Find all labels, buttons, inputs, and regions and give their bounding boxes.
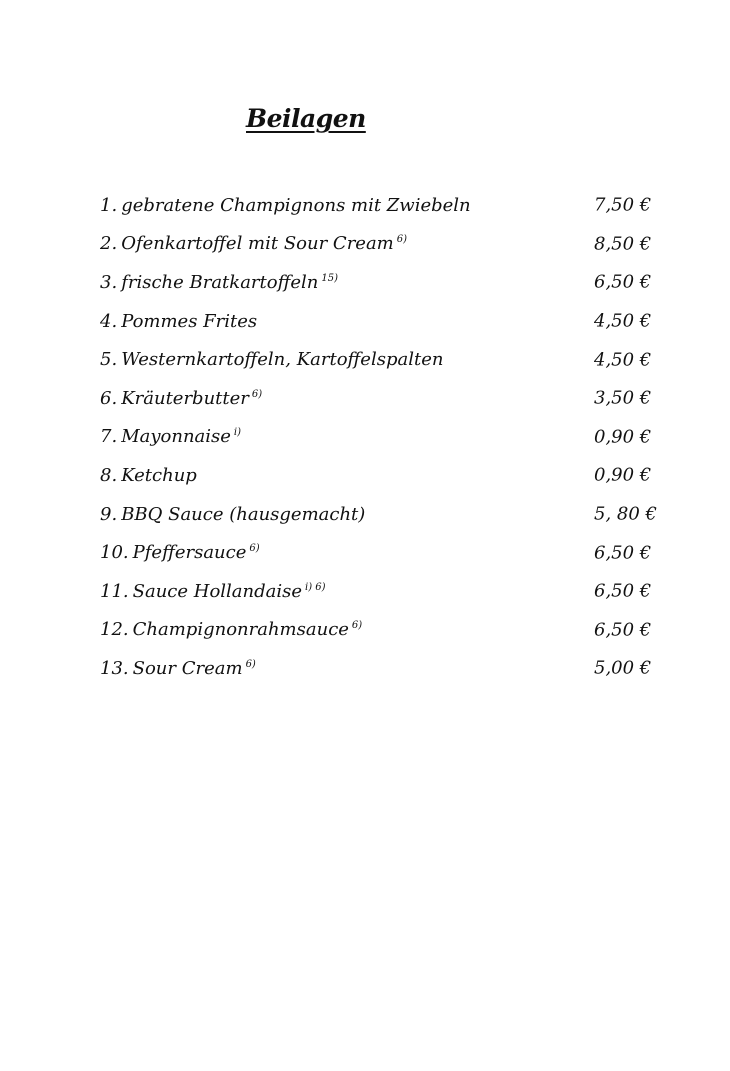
item-number: 3. xyxy=(100,271,118,293)
item-label xyxy=(100,658,256,679)
allergen-note: 6) xyxy=(249,543,260,555)
list-item xyxy=(100,263,660,302)
list-item xyxy=(100,379,660,418)
item-name: BBQ Sauce (hausgemacht) xyxy=(121,503,366,525)
item-name: Pfeffersauce xyxy=(132,542,247,564)
list-item xyxy=(100,456,660,495)
item-label xyxy=(100,426,241,447)
item-price: 6,50 € xyxy=(594,271,652,293)
item-price: 0,90 € xyxy=(594,464,652,486)
item-price: 6,50 € xyxy=(594,542,652,564)
item-name: Sauce Hollandaise xyxy=(132,580,303,602)
item-name: Mayonnaise xyxy=(121,426,231,448)
item-name: gebratene Champignons mit Zwiebeln xyxy=(121,194,471,216)
item-name: Westernkartoffeln, Kartoffelspalten xyxy=(121,349,444,371)
item-number: 4. xyxy=(100,310,118,332)
list-item xyxy=(100,340,660,379)
item-label xyxy=(100,272,338,293)
item-label xyxy=(100,233,407,254)
allergen-note: i) xyxy=(233,427,242,439)
item-label xyxy=(100,388,262,409)
item-number: 1. xyxy=(100,194,118,216)
item-number: 10. xyxy=(100,542,129,564)
item-price: 3,50 € xyxy=(594,387,652,409)
item-price: 6,50 € xyxy=(594,619,652,641)
item-label xyxy=(100,349,446,370)
item-name: Champignonrahmsauce xyxy=(132,619,349,641)
page-title: Beilagen xyxy=(246,104,366,133)
item-number: 11. xyxy=(100,580,129,602)
item-label xyxy=(100,465,200,486)
allergen-note: 6) xyxy=(396,234,408,246)
item-number: 8. xyxy=(100,464,118,486)
list-item xyxy=(100,611,660,650)
item-price: 8,50 € xyxy=(594,233,652,255)
list-item xyxy=(100,225,660,264)
allergen-note: 6) xyxy=(351,620,363,632)
item-label xyxy=(100,542,260,563)
allergen-note: 15) xyxy=(321,272,339,284)
allergen-note: 6) xyxy=(251,388,263,400)
item-number: 12. xyxy=(100,619,129,641)
item-name: Sour Cream xyxy=(132,657,243,679)
item-name: Ketchup xyxy=(121,464,197,486)
item-price: 0,90 € xyxy=(594,426,652,448)
item-label xyxy=(100,504,368,525)
item-name: frische Bratkartoffeln xyxy=(121,271,319,293)
item-label xyxy=(100,619,362,640)
item-number: 5. xyxy=(100,349,118,371)
allergen-note: i) 6) xyxy=(305,581,326,593)
item-number: 9. xyxy=(100,503,118,525)
item-price: 7,50 € xyxy=(594,194,652,216)
list-item xyxy=(100,418,660,457)
list-item xyxy=(100,302,660,341)
list-item xyxy=(100,533,660,572)
item-name: Kräuterbutter xyxy=(121,387,249,409)
item-label xyxy=(100,311,260,332)
item-label xyxy=(100,581,326,602)
item-name: Pommes Frites xyxy=(121,310,258,332)
item-price: 6,50 € xyxy=(594,580,652,602)
item-number: 2. xyxy=(100,233,118,255)
item-price: 4,50 € xyxy=(594,310,652,332)
item-label xyxy=(100,195,474,216)
item-name: Ofenkartoffel mit Sour Cream xyxy=(121,233,394,255)
list-item xyxy=(100,649,660,688)
item-number: 6. xyxy=(100,387,118,409)
item-price: 5,00 € xyxy=(594,657,652,679)
list-item xyxy=(100,495,660,534)
item-number: 7. xyxy=(100,426,118,448)
item-price: 4,50 € xyxy=(594,349,652,371)
allergen-note: 6) xyxy=(245,658,256,670)
list-item xyxy=(100,186,660,225)
item-number: 13. xyxy=(100,657,129,679)
menu-list xyxy=(100,186,660,688)
list-item xyxy=(100,572,660,611)
item-price: 5, 80 € xyxy=(594,503,657,525)
